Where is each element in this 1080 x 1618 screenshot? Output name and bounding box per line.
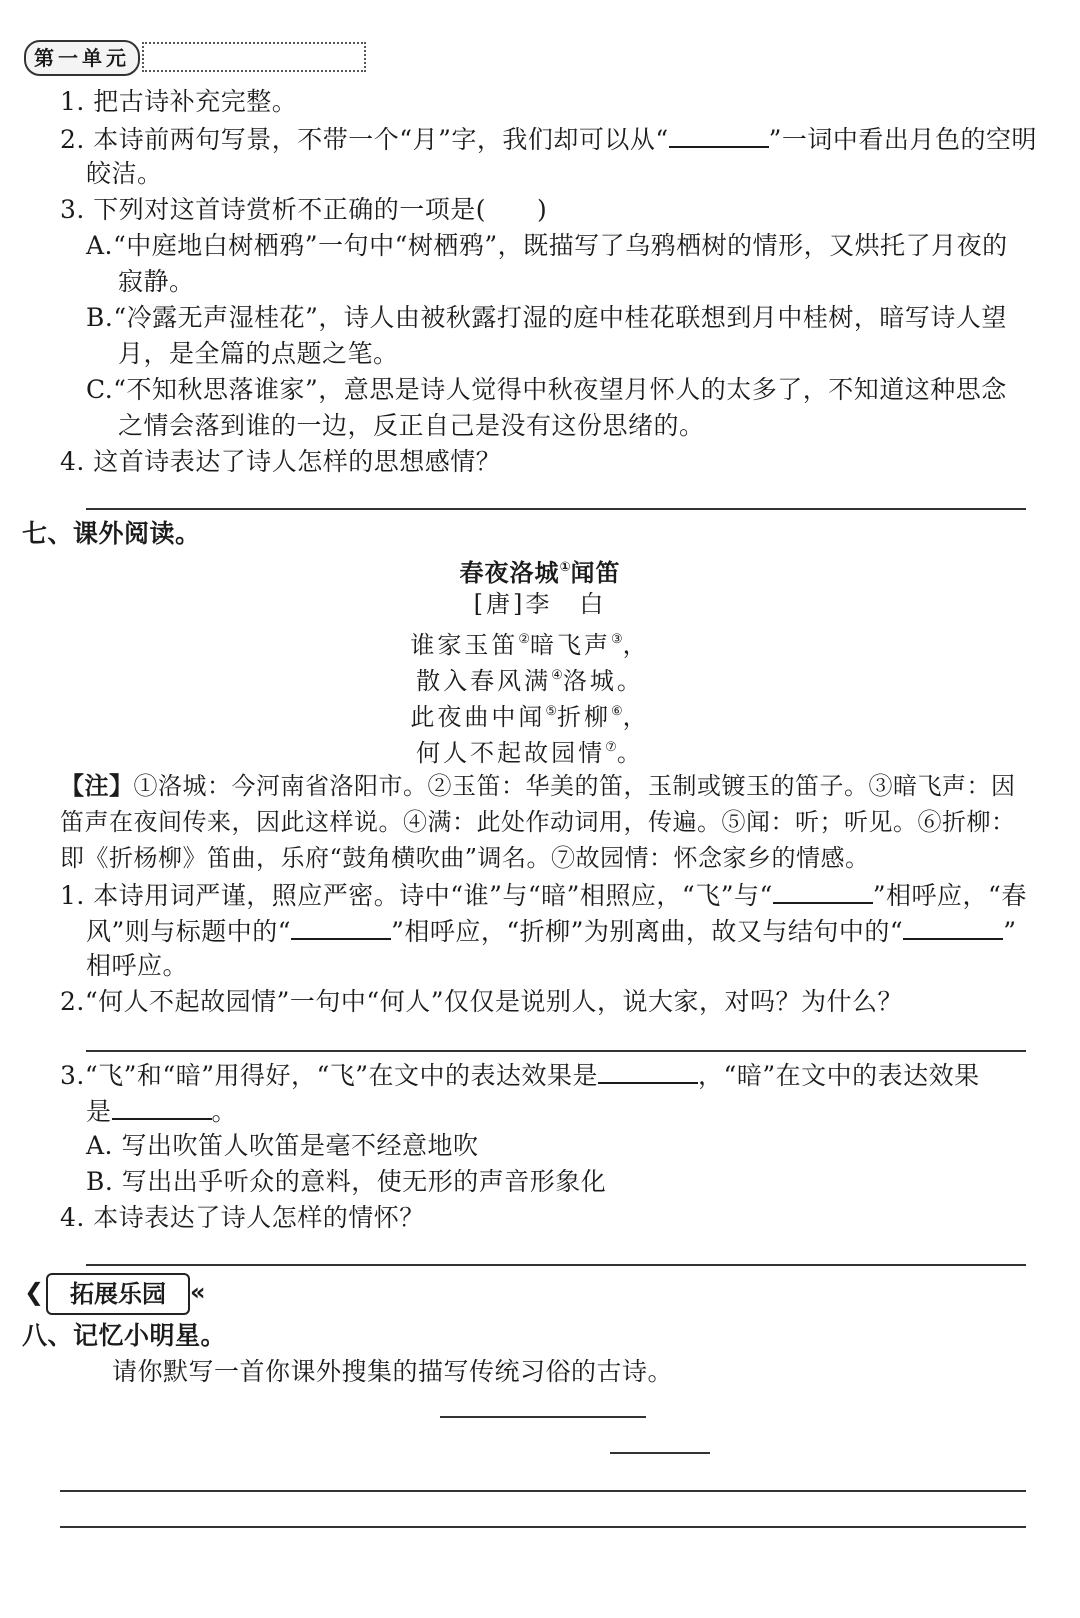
poem-text: 暗飞声	[530, 631, 611, 659]
p6-q2-cont: 皎洁。	[86, 159, 163, 188]
note-marker: ③	[611, 632, 623, 647]
answer-line[interactable]	[86, 1264, 1026, 1266]
poem-text: 何人不起故园情	[416, 739, 606, 767]
poem-author-line[interactable]	[610, 1452, 710, 1454]
poem-title-a: 春夜洛城	[459, 559, 560, 587]
p7-q3-text: ，“暗”在文中的表达效果	[698, 1061, 980, 1090]
poem-line	[0, 622, 1070, 663]
note-marker: ②	[518, 632, 530, 647]
chevron-left-icon: ❮	[24, 1278, 45, 1306]
p7-option-a: A. 写出吹笛人吹笛是毫不经意地吹	[86, 1131, 479, 1160]
p7-q1-text: ”相呼应，“春	[872, 881, 1027, 910]
p6-option-a: A.“中庭地白树栖鸦”一句中“树栖鸦”，既描写了乌鸦栖树的情形，又烘托了月夜的	[86, 231, 1008, 260]
poem-title-line[interactable]	[440, 1416, 646, 1418]
note-line-2: 笛声在夜间传来，因此这样说。④满：此处作动词用，传遍。⑤闻：听；听见。⑥折柳：	[60, 808, 1016, 836]
p6-q2-text-a: 2. 本诗前两句写景，不带一个“月”字，我们却可以从“	[60, 125, 669, 154]
note-marker: ④	[551, 668, 563, 683]
poem-text: ，	[622, 631, 650, 659]
p7-question-3	[60, 1056, 980, 1094]
note-marker: ①	[559, 560, 571, 575]
p6-option-b-cont: 月，是全篇的点题之笔。	[118, 339, 399, 368]
p7-q1-text: ”	[1003, 917, 1017, 946]
answer-blank[interactable]	[291, 912, 391, 940]
poem-author: [唐]李 白	[473, 590, 607, 618]
section-8-heading: 八、记忆小明星。	[22, 1321, 227, 1350]
note-line-3: 即《折杨柳》笛曲，乐府“鼓角横吹曲”调名。⑦故园情：怀念家乡的情感。	[60, 844, 870, 872]
answer-line[interactable]	[60, 1526, 1026, 1528]
p6-question-4: 4. 这首诗表达了诗人怎样的思想感情？	[60, 447, 502, 476]
p7-q3-text: 3.“飞”和“暗”用得好，“飞”在文中的表达效果是	[60, 1061, 599, 1090]
double-chevron-left-icon: «	[190, 1278, 206, 1306]
section-7-heading: 七、课外阅读。	[22, 519, 201, 548]
p7-q1-text: 1. 本诗用词严谨，照应严密。诗中“谁”与“暗”相照应，“飞”与“	[60, 881, 773, 910]
answer-blank[interactable]	[112, 1092, 212, 1120]
poem-line	[0, 658, 1070, 699]
p6-option-a-cont: 寂静。	[118, 267, 195, 296]
poem-line	[0, 730, 1070, 771]
poem-text: 洛城。	[562, 667, 644, 695]
poem-title-b: 闻笛	[570, 559, 621, 587]
p6-question-2	[60, 120, 1037, 158]
p7-q1-text: ”相呼应，“折柳”为别离曲，故又与结句中的“	[391, 917, 904, 946]
expand-banner	[24, 1273, 204, 1311]
p7-question-1-end: 相呼应。	[86, 951, 189, 980]
p6-option-c-cont: 之情会落到谁的一边，反正自己是没有这份思绪的。	[118, 411, 705, 440]
p6-question-3: 3. 下列对这首诗赏析不正确的一项是( )	[60, 195, 548, 224]
note-line-1	[60, 768, 1016, 804]
p7-question-4: 4. 本诗表达了诗人怎样的情怀？	[60, 1203, 425, 1232]
p7-q1-text: 风”则与标题中的“	[86, 917, 292, 946]
note-tag: 【注】	[60, 772, 134, 800]
answer-blank[interactable]	[598, 1056, 698, 1084]
note-text: ①洛城：今河南省洛阳市。②玉笛：华美的笛，玉制或镀玉的笛子。③暗飞声：因	[133, 772, 1016, 800]
answer-line[interactable]	[60, 1490, 1026, 1492]
poem-text: 折柳	[557, 703, 611, 731]
poem-text: 。	[616, 739, 644, 767]
p7-q3-text: 是	[86, 1097, 112, 1126]
p7-question-3-cont	[86, 1092, 237, 1130]
poem-line	[0, 694, 1070, 735]
note-marker: ⑤	[545, 704, 557, 719]
poem-text: ，	[622, 703, 650, 731]
answer-blank[interactable]	[903, 912, 1003, 940]
p7-option-b: B. 写出出乎听众的意料，使无形的声音形象化	[86, 1167, 607, 1196]
expand-label: 拓展乐园	[46, 1273, 190, 1315]
p6-option-c: C.“不知秋思落谁家”，意思是诗人觉得中秋夜望月怀人的太多了，不知道这种思念	[86, 375, 1007, 404]
unit-dotted-box	[142, 42, 366, 72]
p6-option-b: B.“冷露无声湿桂花”，诗人由被秋露打湿的庭中桂花联想到月中桂树，暗写诗人望	[86, 303, 1007, 332]
p7-question-1-cont	[86, 912, 1016, 950]
note-marker: ⑥	[611, 704, 623, 719]
unit-label: 第一单元	[24, 40, 140, 76]
poem-text: 此夜曲中闻	[410, 703, 546, 731]
p7-q3-text: 。	[211, 1097, 238, 1126]
poem-text: 散入春风满	[416, 667, 552, 695]
answer-line[interactable]	[86, 508, 1026, 510]
p7-question-1	[60, 876, 1027, 914]
p6-q2-text-b: ”一词中看出月色的空明	[768, 125, 1037, 154]
note-marker: ⑦	[605, 740, 617, 755]
poem-text: 谁家玉笛	[410, 631, 519, 659]
answer-blank[interactable]	[773, 876, 873, 904]
answer-blank[interactable]	[669, 120, 769, 148]
p7-question-2: 2.“何人不起故园情”一句中“何人”仅仅是说别人，说大家，对吗？为什么？	[60, 987, 903, 1016]
section-8-instruction: 请你默写一首你课外搜集的描写传统习俗的古诗。	[112, 1357, 674, 1386]
poem-title	[0, 550, 1080, 591]
p6-question-1: 1. 把古诗补充完整。	[60, 87, 298, 116]
answer-line[interactable]	[86, 1050, 1026, 1052]
